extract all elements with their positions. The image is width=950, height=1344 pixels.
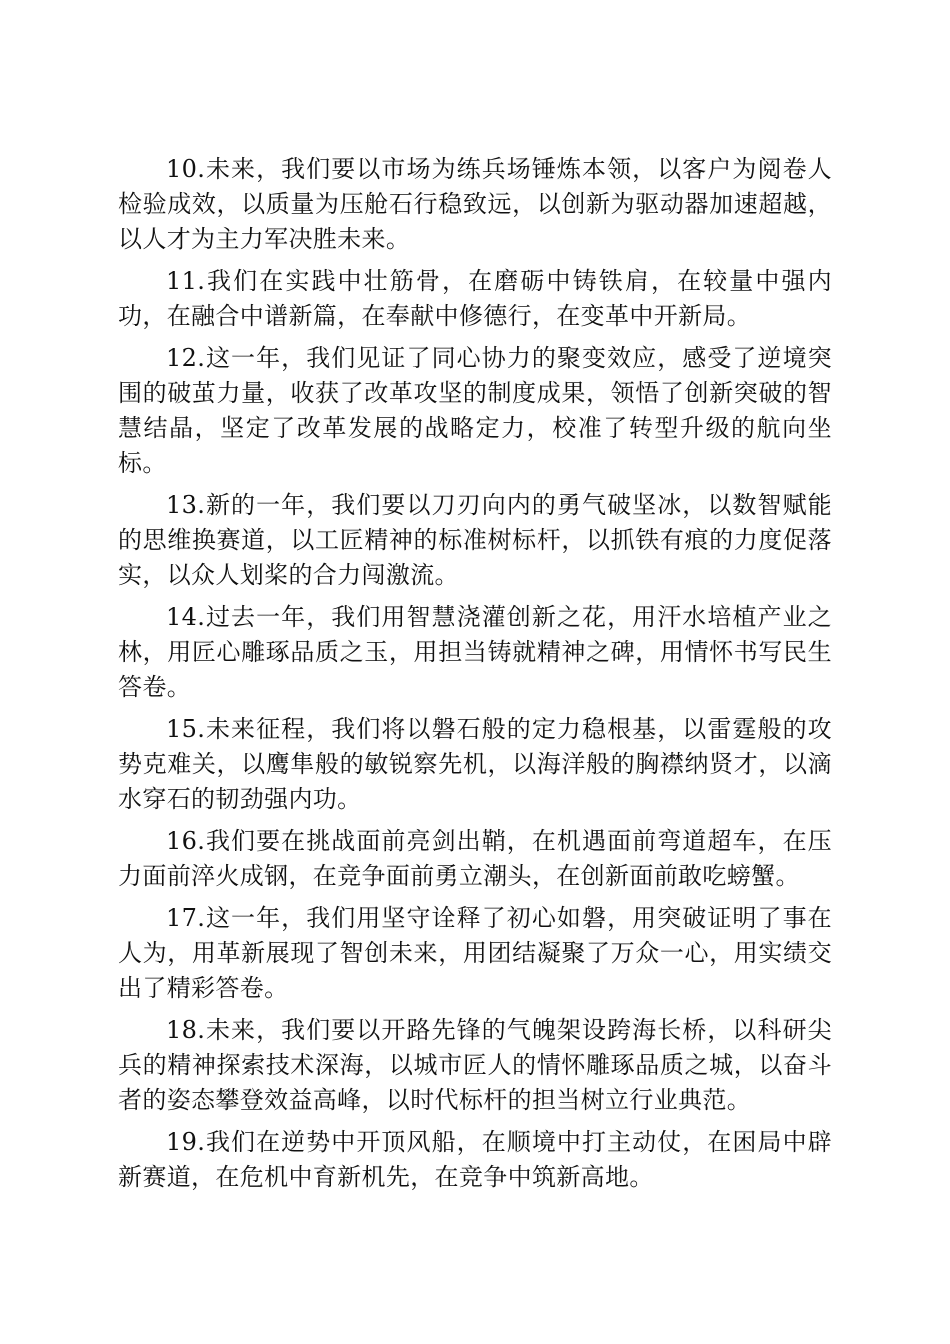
paragraph-17: 17.这一年，我们用坚守诠释了初心如磐，用突破证明了事在人为，用革新展现了智创未来，用团结凝聚了万众一心，用实绩交出了精彩答卷。 <box>118 904 832 1002</box>
paragraph-10: 10.未来，我们要以市场为练兵场锤炼本领，以客户为阅卷人检验成效，以质量为压舱石行稳致远，以创新为驱动器加速超越，以人才为主力军决胜未来。 <box>118 155 832 253</box>
paragraph-11: 11.我们在实践中壮筋骨，在磨砺中铸铁肩，在较量中强内功，在融合中谱新篇，在奉献中修德行，在变革中开新局。 <box>118 267 832 330</box>
paragraph-13: 13.新的一年，我们要以刀刃向内的勇气破坚冰，以数智赋能的思维换赛道，以工匠精神的标准树标杆，以抓铁有痕的力度促落实，以众人划桨的合力闯激流。 <box>118 491 832 589</box>
paragraph-18: 18.未来，我们要以开路先锋的气魄架设跨海长桥，以科研尖兵的精神探索技术深海，以城市匠人的情怀雕琢品质之城，以奋斗者的姿态攀登效益高峰，以时代标杆的担当树立行业典范。 <box>118 1016 832 1114</box>
paragraph-15: 15.未来征程，我们将以磐石般的定力稳根基，以雷霆般的攻势克难关，以鹰隼般的敏锐察先机，以海洋般的胸襟纳贤才，以滴水穿石的韧劲强内功。 <box>118 715 832 813</box>
paragraph-19: 19.我们在逆势中开顶风船，在顺境中打主动仗，在困局中辟新赛道，在危机中育新机先，在竞争中筑新高地。 <box>118 1128 832 1191</box>
paragraph-12: 12.这一年，我们见证了同心协力的聚变效应，感受了逆境突围的破茧力量，收获了改革攻坚的制度成果，领悟了创新突破的智慧结晶，坚定了改革发展的战略定力，校准了转型升级的航向坐标。 <box>118 344 832 477</box>
document-body <box>118 152 832 1202</box>
paragraph-16: 16.我们要在挑战面前亮剑出鞘，在机遇面前弯道超车，在压力面前淬火成钢，在竞争面前勇立潮头，在创新面前敢吃螃蟹。 <box>118 827 832 890</box>
paragraph-14: 14.过去一年，我们用智慧浇灌创新之花，用汗水培植产业之林，用匠心雕琢品质之玉，用担当铸就精神之碑，用情怀书写民生答卷。 <box>118 603 832 701</box>
